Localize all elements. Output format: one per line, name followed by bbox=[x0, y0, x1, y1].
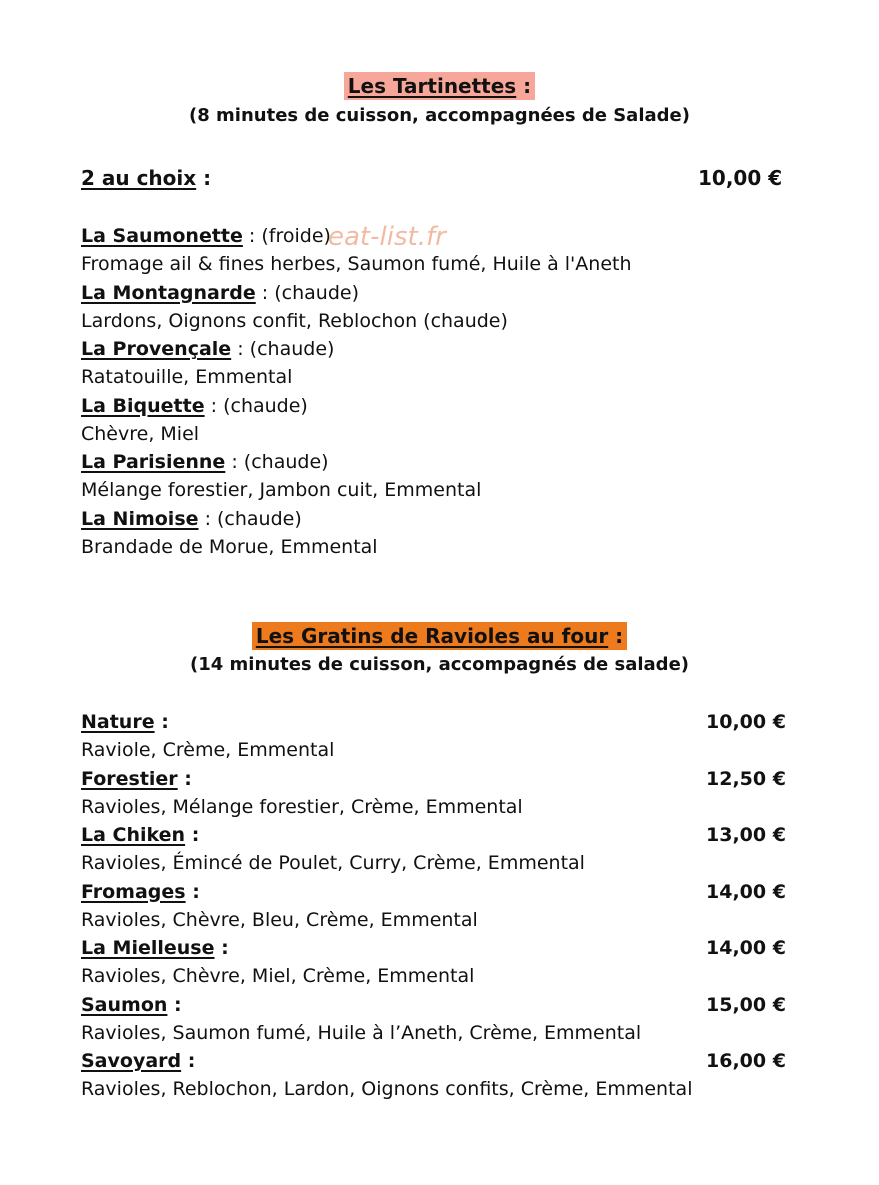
tartinette-item bbox=[81, 222, 331, 250]
tartinettes-title-highlight bbox=[344, 72, 535, 100]
gratin-item bbox=[81, 821, 199, 849]
gratins-title-suffix: : bbox=[608, 624, 624, 648]
gratin-name-suffix: : bbox=[214, 937, 229, 959]
gratin-description: Ravioles, Reblochon, Lardon, Oignons confits, Crème, Emmental bbox=[81, 1078, 693, 1100]
tartinettes-subtitle: (8 minutes de cuisson, accompagnées de Salade) bbox=[189, 105, 690, 126]
gratin-price: 14,00 € bbox=[706, 937, 786, 959]
gratin-name-suffix: : bbox=[167, 993, 182, 1016]
tartinette-description: Fromage ail & fines herbes, Saumon fumé, Huile à l'Aneth bbox=[81, 253, 632, 275]
tartinette-item bbox=[81, 448, 329, 476]
gratin-item bbox=[81, 765, 192, 793]
tartinettes-title-text: Les Tartinettes bbox=[347, 74, 517, 98]
gratin-name-suffix: : bbox=[154, 711, 169, 733]
tartinette-name: La Saumonette bbox=[81, 225, 243, 247]
tartinette-name: La Montagnarde bbox=[81, 281, 256, 304]
tartinette-name: La Parisienne bbox=[81, 451, 226, 473]
tartinette-item bbox=[81, 392, 308, 420]
tartinette-note: : (chaude) bbox=[204, 394, 308, 417]
tartinette-description: Brandade de Morue, Emmental bbox=[81, 535, 378, 558]
tartinette-description: Chèvre, Miel bbox=[81, 422, 200, 445]
tartinettes-title-suffix: : bbox=[516, 74, 532, 98]
gratin-price: 14,00 € bbox=[706, 880, 786, 903]
tartinette-item bbox=[81, 335, 334, 363]
gratin-price: 16,00 € bbox=[706, 1050, 786, 1072]
gratin-name: La Chiken bbox=[81, 824, 186, 846]
gratin-price: 10,00 € bbox=[706, 711, 786, 733]
gratin-description: Ravioles, Saumon fumé, Huile à l’Aneth, Crème, Emmental bbox=[81, 1021, 642, 1044]
gratin-description: Raviole, Crème, Emmental bbox=[81, 739, 335, 761]
tartinette-note: : (chaude) bbox=[198, 507, 302, 530]
tartinettes-choice-price: 10,00 € bbox=[698, 166, 783, 190]
tartinette-name: La Nimoise bbox=[81, 507, 199, 530]
tartinette-name: La Biquette bbox=[81, 394, 205, 417]
gratin-price: 15,00 € bbox=[706, 993, 786, 1016]
gratin-description: Ravioles, Émincé de Poulet, Curry, Crème, Emmental bbox=[81, 852, 585, 874]
gratin-name-suffix: : bbox=[185, 880, 200, 903]
gratin-name: La Mielleuse bbox=[81, 937, 215, 959]
watermark: eat-list.fr bbox=[328, 222, 446, 252]
tartinette-name: La Provençale bbox=[81, 338, 232, 360]
gratin-name: Forestier bbox=[81, 767, 178, 790]
gratin-name: Fromages bbox=[81, 880, 186, 903]
gratin-item bbox=[81, 1047, 195, 1075]
gratin-name-suffix: : bbox=[177, 767, 192, 790]
gratin-name-suffix: : bbox=[181, 1050, 196, 1072]
gratin-item bbox=[81, 991, 182, 1019]
tartinette-note: : (chaude) bbox=[255, 281, 359, 304]
tartinettes-title bbox=[0, 72, 879, 100]
gratins-title-highlight bbox=[252, 622, 627, 650]
tartinettes-choice-suffix: : bbox=[196, 166, 212, 190]
gratin-description: Ravioles, Mélange forestier, Crème, Emmental bbox=[81, 795, 523, 818]
gratin-price: 13,00 € bbox=[706, 824, 786, 846]
gratin-name-suffix: : bbox=[185, 824, 200, 846]
gratin-item bbox=[81, 878, 200, 906]
gratin-name: Saumon bbox=[81, 993, 168, 1016]
tartinette-description: Mélange forestier, Jambon cuit, Emmental bbox=[81, 479, 482, 501]
gratin-description: Ravioles, Chèvre, Bleu, Crème, Emmental bbox=[81, 908, 478, 931]
gratin-name: Savoyard bbox=[81, 1050, 182, 1072]
gratins-title-text: Les Gratins de Ravioles au four bbox=[255, 624, 609, 648]
gratin-description: Ravioles, Chèvre, Miel, Crème, Emmental bbox=[81, 965, 475, 987]
tartinette-note: : (chaude) bbox=[231, 338, 335, 360]
tartinettes-choice bbox=[81, 164, 211, 192]
tartinette-description: Lardons, Oignons confit, Reblochon (chaude) bbox=[81, 309, 508, 332]
tartinette-note: : (chaude) bbox=[225, 451, 329, 473]
tartinette-note: : (froide) bbox=[242, 225, 331, 247]
tartinettes-choice-label: 2 au choix bbox=[81, 166, 197, 190]
tartinette-item bbox=[81, 279, 359, 307]
tartinette-item bbox=[81, 505, 302, 533]
gratin-name: Nature bbox=[81, 711, 155, 733]
gratin-item bbox=[81, 708, 169, 736]
gratin-price: 12,50 € bbox=[706, 767, 786, 790]
gratins-title bbox=[0, 622, 879, 650]
tartinette-description: Ratatouille, Emmental bbox=[81, 366, 293, 388]
gratins-subtitle: (14 minutes de cuisson, accompagnés de salade) bbox=[190, 654, 689, 675]
gratin-item bbox=[81, 934, 229, 962]
